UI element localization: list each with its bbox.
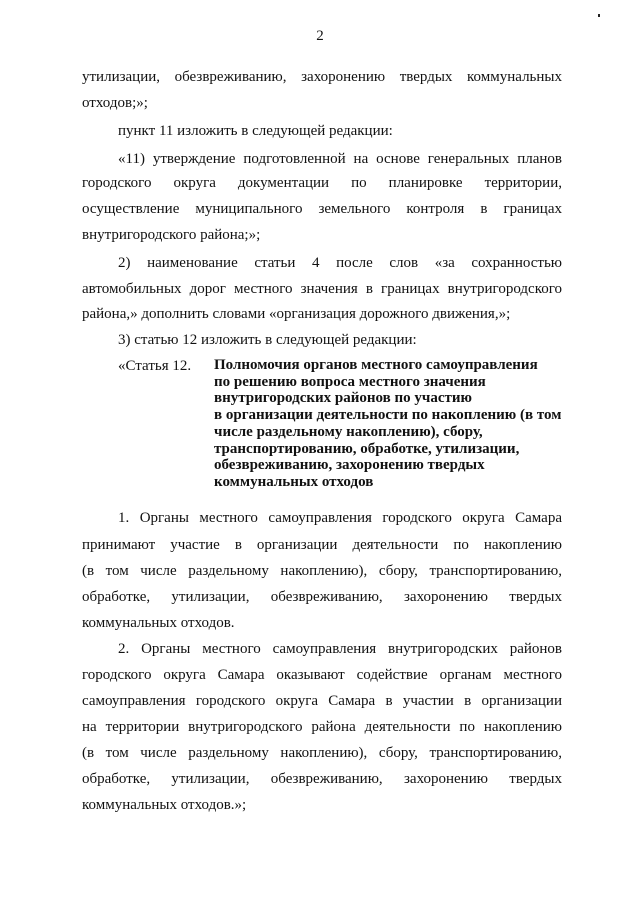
text-line: коммунальных отходов.»; (82, 797, 247, 813)
text-line: 1. Органы местного самоуправления городского округа Самара (118, 510, 562, 526)
text-line: района,» дополнить словами «организация дорожного движения,»; (82, 306, 511, 322)
text-line: автомобильных дорог местного значения в границах внутригородского (82, 281, 562, 297)
text-line: внутригородского района;»; (82, 227, 261, 243)
article-title-line: по решению вопроса местного значения (214, 373, 486, 390)
article-title-line: в организации деятельности по накоплению (в том (214, 407, 562, 424)
text-line: на территории внутригородского района деятельности по накоплению (82, 719, 562, 735)
text-line: городского округа Самара оказывают содействие органам местного (82, 667, 562, 683)
text-line: 2) наименование статьи 4 после слов «за сохранностью (118, 255, 562, 271)
text-line: обработке, утилизации, обезвреживанию, захоронению твердых (82, 771, 562, 787)
article-title-line: внутригородских районов по участию (214, 390, 472, 407)
article-title-line: Полномочия органов местного самоуправления (214, 357, 538, 373)
article-title-line: транспортированию, обработке, утилизации, (214, 440, 520, 457)
text-line: «11) утверждение подготовленной на основе генеральных планов (118, 151, 562, 167)
text-line: утилизации, обезвреживанию, захоронению твердых коммунальных (82, 69, 562, 85)
text-line: обработке, утилизации, обезвреживанию, захоронению твердых (82, 589, 562, 605)
page-number: 2 (316, 28, 324, 44)
article-title-line: коммунальных отходов (214, 473, 374, 490)
text-line: коммунальных отходов. (82, 615, 235, 631)
text-line: самоуправления городского округа Самара в участии в организации (82, 693, 562, 709)
text-line: пункт 11 изложить в следующей редакции: (118, 123, 393, 139)
text-line: (в том числе раздельному накоплению), сбору, транспортированию, (82, 563, 562, 579)
text-line: (в том числе раздельному накоплению), сбору, транспортированию, (82, 745, 562, 761)
article-title-line: числе раздельному накоплению), сбору, (214, 423, 483, 440)
article-label: «Статья 12. (118, 358, 192, 374)
text-line: отходов;»; (82, 95, 148, 111)
text-line: 3) статью 12 изложить в следующей редакции: (118, 332, 417, 348)
text-line: осуществление муниципального земельного контроля в границах (82, 201, 562, 217)
text-line: городского округа документации по планировке территории, (82, 175, 562, 191)
article-title-line: обезвреживанию, захоронению твердых (214, 457, 485, 474)
article-title (214, 357, 562, 491)
scan-speck (598, 14, 600, 17)
text-line: принимают участие в организации деятельности по накоплению (82, 537, 562, 553)
text-line: 2. Органы местного самоуправления внутригородских районов (118, 641, 562, 657)
